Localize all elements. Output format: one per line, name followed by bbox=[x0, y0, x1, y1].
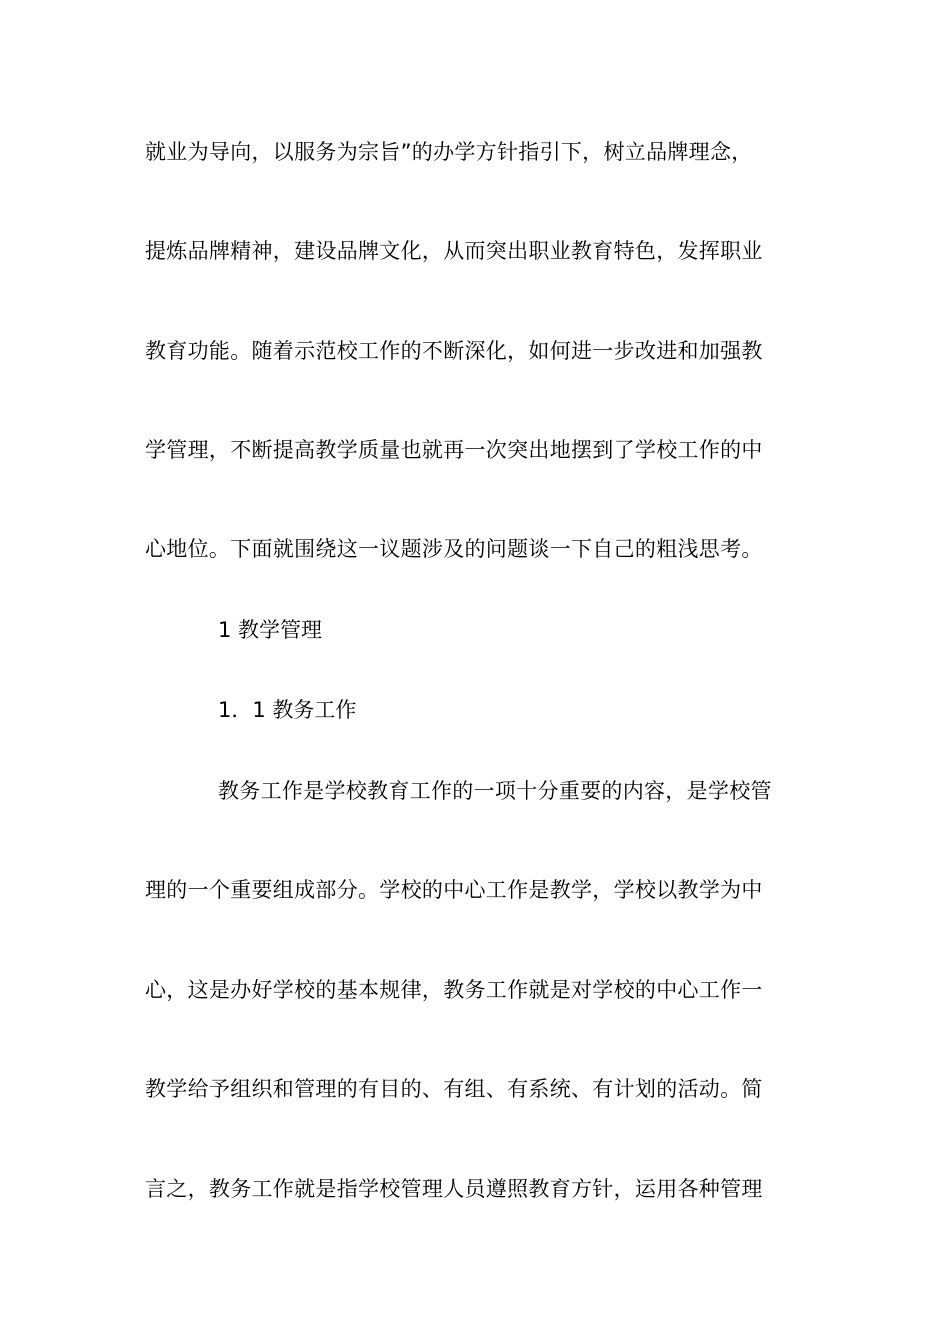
section-heading: 1 教学管理 bbox=[218, 618, 323, 642]
paragraph-line: 提炼品牌精神，建设品牌文化，从而突出职业教育特色，发挥职业 bbox=[145, 239, 763, 263]
paragraph-line: 言之，教务工作就是指学校管理人员遵照教育方针，运用各种管理 bbox=[145, 1177, 763, 1201]
paragraph-line: 理的一个重要组成部分。学校的中心工作是教学，学校以教学为中 bbox=[145, 878, 763, 902]
paragraph-first-line: 教务工作是学校教育工作的一项十分重要的内容，是学校管 bbox=[218, 779, 772, 803]
paragraph-line: 教学给予组织和管理的有目的、有组、有系统、有计划的活动。简 bbox=[145, 1077, 763, 1101]
subsection-heading: 1．1 教务工作 bbox=[218, 698, 357, 722]
paragraph-line: 就业为导向，以服务为宗旨”的办学方针指引下，树立品牌理念， bbox=[145, 140, 753, 164]
paragraph-line: 心地位。下面就围绕这一议题涉及的问题谈一下自己的粗浅思考。 bbox=[145, 537, 763, 561]
paragraph-line: 教育功能。随着示范校工作的不断深化，如何进一步改进和加强教 bbox=[145, 339, 763, 363]
paragraph-line: 学管理，不断提高教学质量也就再一次突出地摆到了学校工作的中 bbox=[145, 438, 763, 462]
paragraph-line: 心，这是办好学校的基本规律，教务工作就是对学校的中心工作一 bbox=[145, 978, 763, 1002]
